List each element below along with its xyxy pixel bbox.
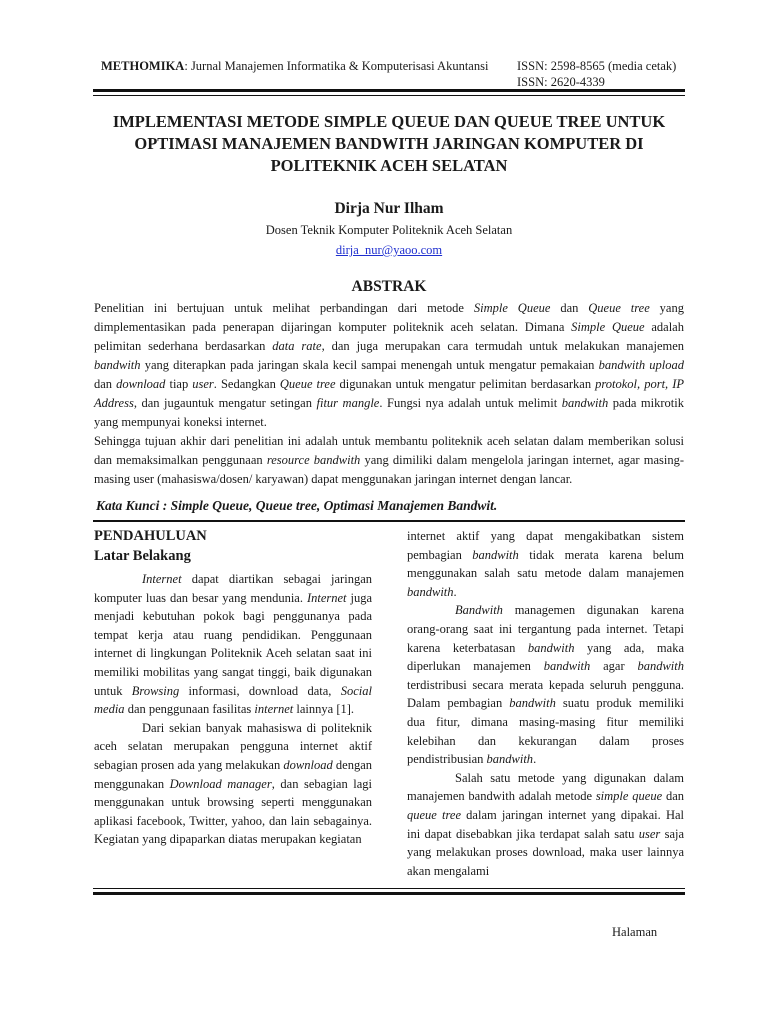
keywords: Kata Kunci : Simple Queue, Queue tree, Optimasi Manajemen Bandwit. (96, 498, 498, 513)
left-column (94, 526, 372, 849)
intro-paragraph-4: Bandwith managemen digunakan karena orang-orang saat ini tergantung pada internet. Tetapi karena keterbatasan bandwith yang ada, maka diperlukan manajemen bandwith agar bandwith terdistribusi secara merata kepada seluruh pengguna. Dalam pembagian bandwith suatu produk memiliki dua fitur, dimana masing-masing fitur memiliki kelebihan dan kekurangan dalam proses pendistribusian bandwith. (407, 603, 684, 767)
header-rule-thick (93, 89, 685, 92)
author-name: Dirja Nur Ilham (334, 200, 444, 217)
journal-name: METHOMIKA (101, 59, 185, 73)
header-rule-thin (93, 95, 685, 96)
page-label: Halaman (612, 925, 658, 939)
abstract-paragraph-2: Sehingga tujuan akhir dari penelitian ini adalah untuk membantu politeknik aceh selatan dalam memberikan solusi dan memaksimalkan penggunaan resource bandwith yang dimiliki dalam mengelola jaringan internet, agar masing-masing user (mahasiswa/dosen/ karyawan) dapat menggunakan jaringan internet dengan lancar. (94, 434, 685, 486)
keywords-rule (93, 520, 685, 522)
footer-rule-thick (93, 892, 685, 895)
journal-title (101, 58, 491, 74)
email-link[interactable]: dirja_nur@yaoo.com (335, 243, 443, 257)
paper-title: IMPLEMENTASI METODE SIMPLE QUEUE DAN QUEUE TREE UNTUK OPTIMASI MANAJEMEN BANDWITH JARINGAN KOMPUTER DI POLITEKNIK ACEH SELATAN (112, 112, 666, 175)
section-heading: PENDAHULUAN (94, 528, 207, 544)
author-affiliation: Dosen Teknik Komputer Politeknik Aceh Selatan (265, 223, 513, 237)
issn-info: ISSN: 2598-8565 (media cetak) ISSN: 2620-4339 (517, 59, 677, 89)
intro-paragraph-5: Salah satu metode yang digunakan dalam manajemen bandwith adalah metode simple queue dan queue tree dalam jaringan internet yang dipakai. Hal ini dapat disebabkan jika terdapat salah satu user saja yang melakukan proses download, maka user lainnya akan mengalami (407, 770, 685, 878)
journal-desc: : Jurnal Manajemen Informatika & Komputerisasi Akuntansi (184, 59, 489, 73)
abstract-body (94, 299, 684, 489)
intro-paragraph-2: Dari sekian banyak mahasiswa di politeknik aceh selatan merupakan pengguna internet aktif sebagian prosen ada yang melakukan download dengan menggunakan Download manager, dan sebagian lagi menggunakan untuk browsing seperti menggunakan aplikasi facebook, Twitter, yahoo, dan lain sebagainya. Kegiatan yang dipaparkan diatas merupakan kegiatan (94, 720, 372, 847)
subsection-heading: Latar Belakang (94, 548, 191, 564)
intro-paragraph-1: Internet dapat diartikan sebagai jaringan komputer luas dan besar yang mendunia. Internet juga menjadi kebutuhan pokok bagi penggunanya pada tempat kerja atau ruang pendidikan. Penggunaan internet di lingkungan Politeknik Aceh selatan saat ini memiliki mobilitas yang sangat tinggi, baik digunakan untuk Browsing informasi, download data, Social media dan penggunaan fasilitas internet lainnya [1]. (94, 572, 372, 717)
running-header (101, 58, 689, 89)
abstract-paragraph-1: Penelitian ini bertujuan untuk melihat perbandingan dari metode Simple Queue dan Queue tree yang dimplementasikan pada penerapan dijaringan komputer politeknik aceh selatan. Dimana Simple Queue adalah pelimitan sederhana berdasarkan data rate, dan juga merupakan cara termudah untuk melakukan manajemen bandwith yang diterapkan pada jaringan skala kecil sampai menengah untuk mengatur pemakaian bandwith upload dan download tiap user. Sedangkan Queue tree digunakan untuk mengatur pelimitan berdasarkan protokol, port, IP Address, dan jugauntuk mengatur setingan fitur mangle. Fungsi nya adalah untuk melimit bandwith pada mikrotik yang mempunyai koneksi internet. (94, 301, 685, 429)
abstract-heading: ABSTRAK (351, 278, 427, 295)
right-column (407, 527, 684, 880)
intro-paragraph-3: internet aktif yang dapat mengakibatkan sistem pembagian bandwith tidak merata karena belum menggunakan salah satu metode dalam manajemen bandwith. (407, 529, 684, 599)
footer-rule-thin (93, 888, 685, 889)
author-email (93, 243, 685, 258)
